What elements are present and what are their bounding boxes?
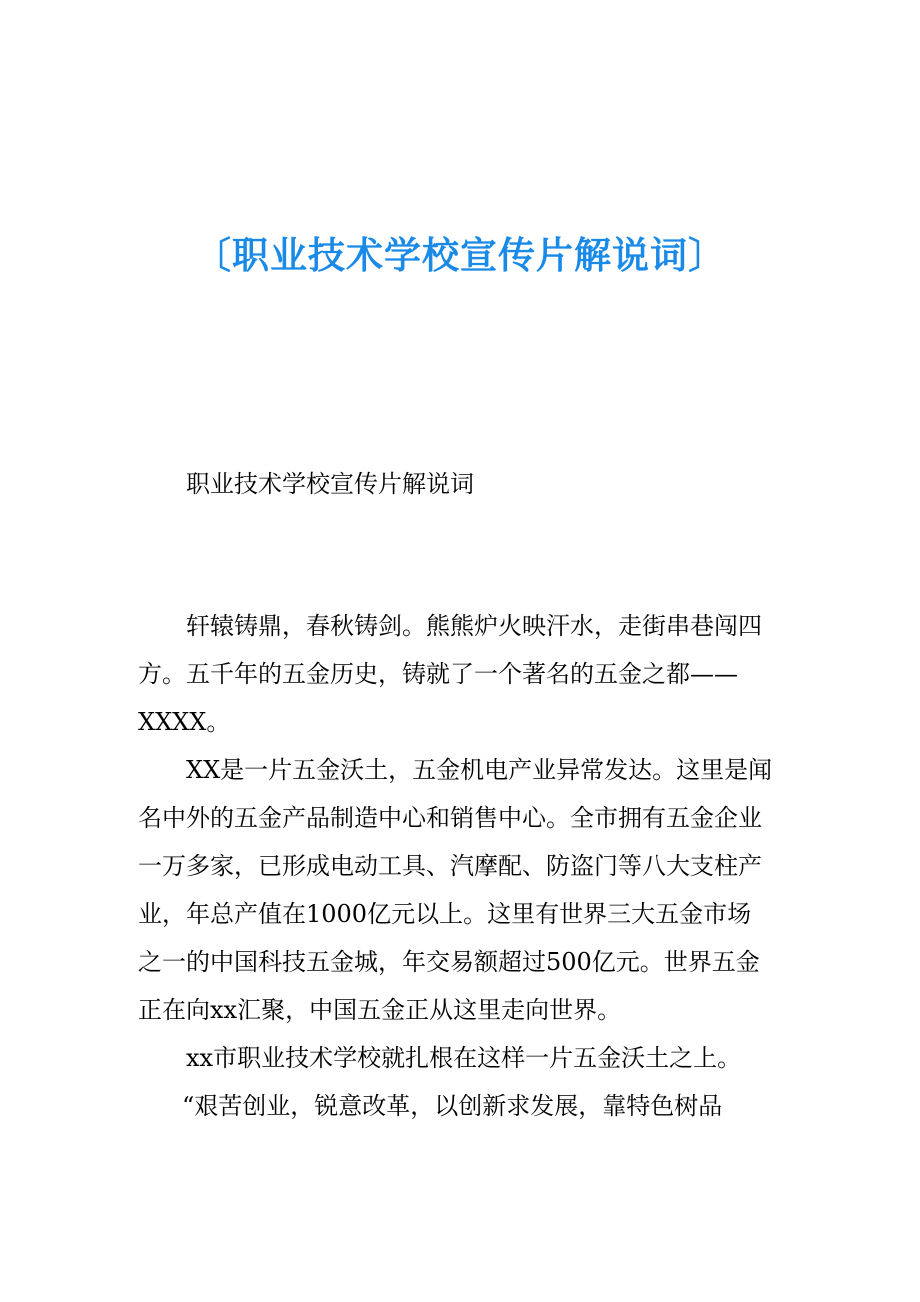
- body-line: “艰苦创业，锐意改革，以创新求发展，靠特色树品: [182, 1092, 723, 1120]
- document-title: 〔职业技术学校宣传片解说词〕: [194, 234, 726, 277]
- body-line: 一万多家，已形成电动工具、汽摩配、防盗门等八大支柱产: [138, 852, 762, 880]
- body-line: 方。五千年的五金历史，铸就了一个著名的五金之都——: [138, 660, 738, 688]
- document-body: [138, 602, 788, 1130]
- body-line: 轩辕铸鼎，春秋铸剑。熊熊炉火映汗水，走街串巷闯四: [186, 612, 762, 640]
- body-line: 之一的中国科技五金城，年交易额超过500亿元。世界五金: [138, 948, 760, 976]
- body-line: XXXX。: [138, 708, 231, 736]
- body-line: 正在向xx汇聚，中国五金正从这里走向世界。: [138, 996, 622, 1024]
- body-line: XX是一片五金沃土，五金机电产业异常发达。这里是闻: [186, 756, 773, 784]
- body-line: 名中外的五金产品制造中心和销售中心。全市拥有五金企业: [138, 804, 762, 832]
- body-line: xx市职业技术学校就扎根在这样一片五金沃土之上。: [186, 1044, 742, 1072]
- document-subtitle: 职业技术学校宣传片解说词: [186, 470, 474, 498]
- body-line: 业，年总产值在1000亿元以上。这里有世界三大五金市场: [138, 900, 752, 928]
